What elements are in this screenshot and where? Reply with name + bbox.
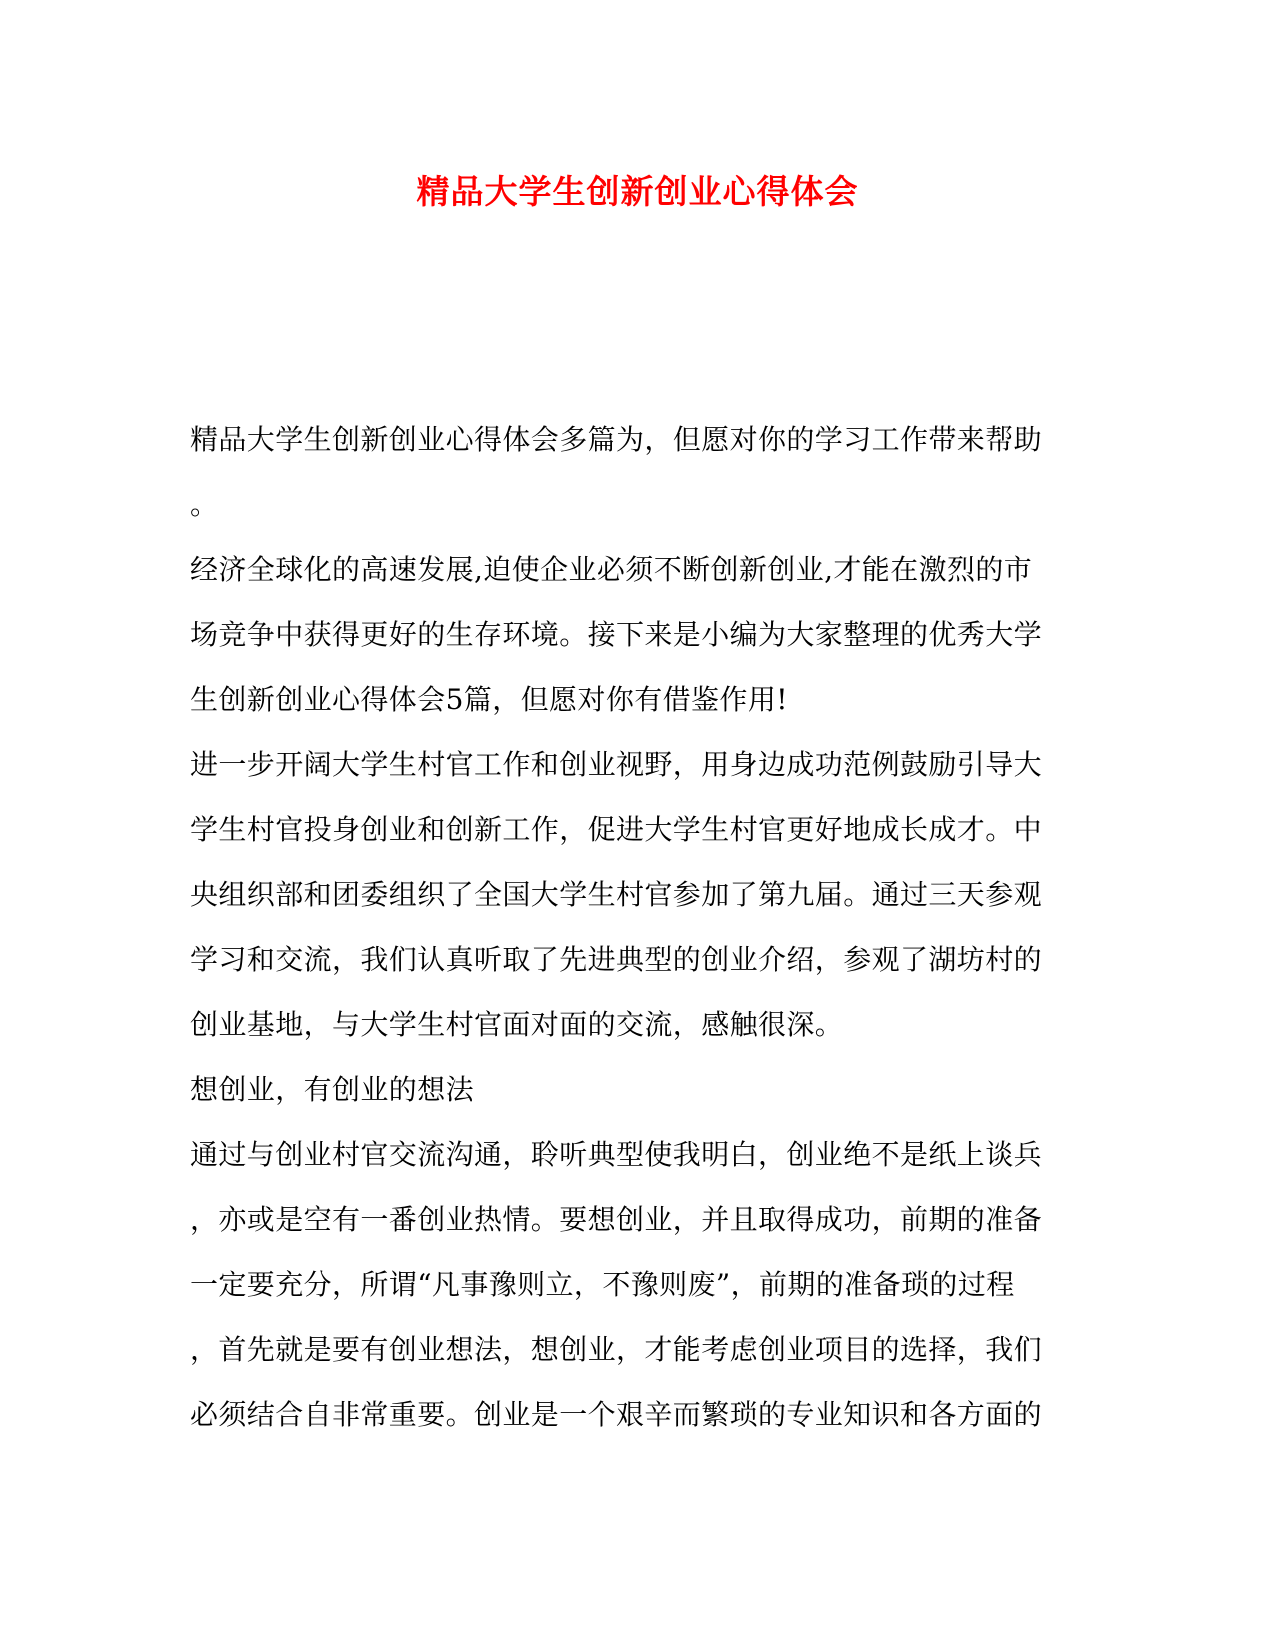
body-line: 通过与创业村官交流沟通，聆听典型使我明白，创业绝不是纸上谈兵: [190, 1138, 1043, 1171]
body-line: 想创业，有创业的想法: [190, 1073, 475, 1106]
body-line: 经济全球化的高速发展,迫使企业必须不断创新创业,才能在激烈的市: [190, 553, 1033, 586]
body-line: 学生村官投身创业和创新工作，促进大学生村官更好地成长成才。中: [190, 813, 1043, 846]
body-line: 。: [190, 488, 219, 521]
body-line: 场竞争中获得更好的生存环境。接下来是小编为大家整理的优秀大学: [190, 618, 1043, 651]
document-body: [190, 415, 1070, 1455]
body-line: 必须结合自非常重要。创业是一个艰辛而繁琐的专业知识和各方面的: [190, 1398, 1043, 1431]
body-line: ，首先就是要有创业想法，想创业，才能考虑创业项目的选择，我们: [190, 1333, 1043, 1366]
body-line: 央组织部和团委组织了全国大学生村官参加了第九届。通过三天参观: [190, 878, 1043, 911]
body-line: ，亦或是空有一番创业热情。要想创业，并且取得成功，前期的准备: [190, 1203, 1043, 1236]
body-line: 创业基地，与大学生村官面对面的交流，感触很深。: [190, 1008, 844, 1041]
document-title: 精品大学生创新创业心得体会: [416, 172, 859, 211]
body-line: 进一步开阔大学生村官工作和创业视野，用身边成功范例鼓励引导大: [190, 748, 1043, 781]
body-line: 生创新创业心得体会5篇，但愿对你有借鉴作用!: [190, 683, 788, 716]
body-line: 精品大学生创新创业心得体会多篇为，但愿对你的学习工作带来帮助: [190, 423, 1043, 456]
body-line: 学习和交流，我们认真听取了先进典型的创业介绍，参观了湖坊村的: [190, 943, 1043, 976]
body-line: 一定要充分，所谓“凡事豫则立，不豫则废”，前期的准备琐的过程: [190, 1268, 1015, 1301]
